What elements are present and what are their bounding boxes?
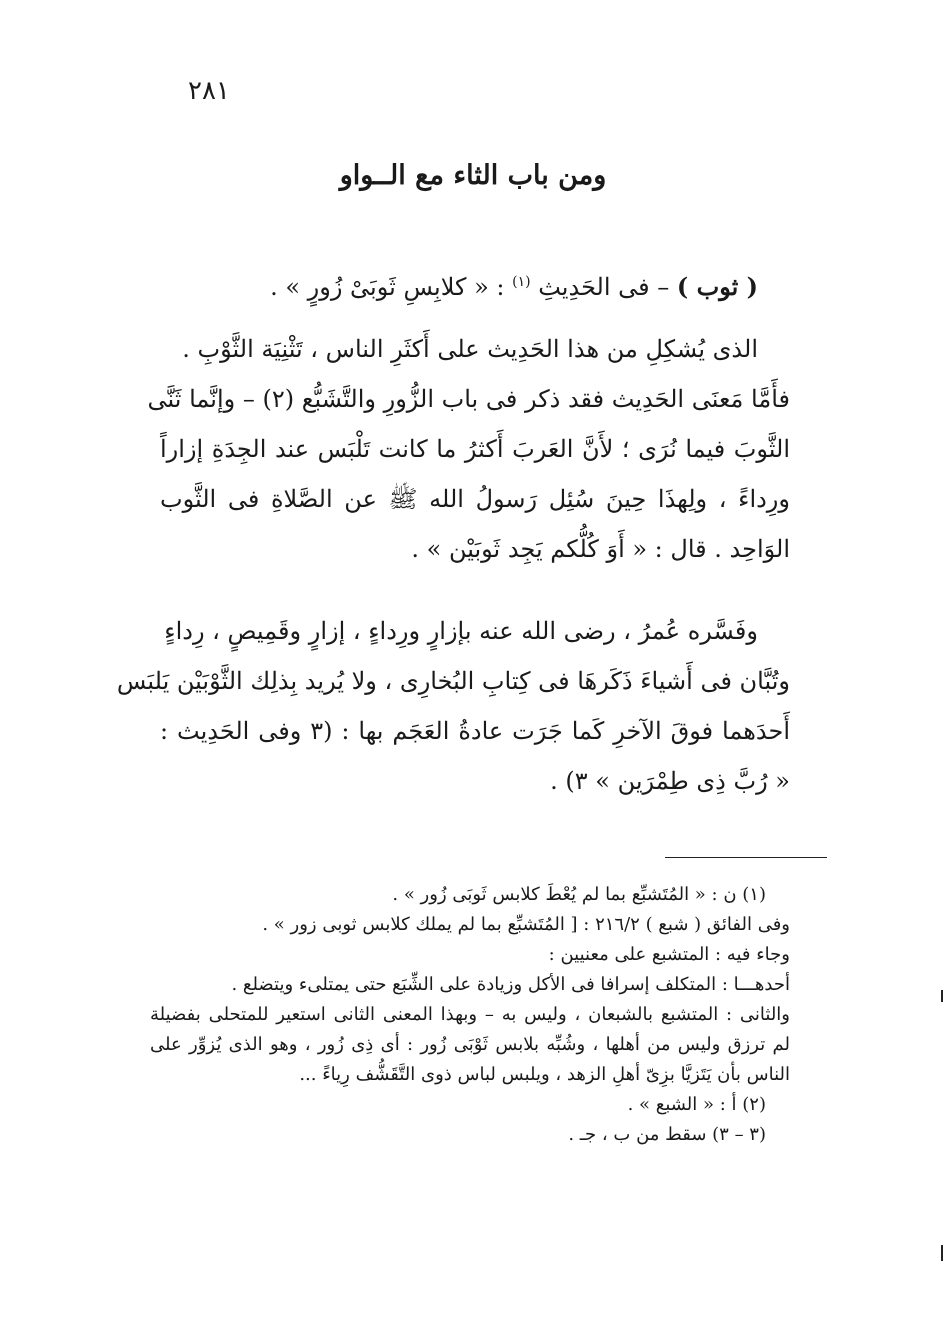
footnote-line: وفى الفائق ( شبع ) ٢١٦/٢ : [ المُتَشبِّع بما لم يملك كلابس ثوبى زور » .	[262, 914, 790, 935]
footnote-line: (٣ – ٣) سقط من ب ، جـ .	[568, 1124, 766, 1145]
entry-first-line	[160, 262, 790, 312]
paragraph-line: « رُبَّ ذِى طِمْرَين » ٣) .	[550, 767, 790, 795]
margin-mark	[941, 1245, 943, 1261]
entry-intro: – فى الحَدِيثِ	[530, 273, 677, 301]
page-number: ٢٨١	[188, 76, 230, 106]
footnotes	[150, 880, 790, 1150]
footnote-line: وجاء فيه : المتشبع على معنيين :	[548, 944, 790, 965]
footnote-line: الناس بأن يَتَزيَّا بزِىّ أهلِ الزهد ، ويلبس لباس ذوى التَّقَشُّف رِياءً ...	[299, 1064, 790, 1085]
footnote-line: أحدهـــا : المتكلف إسرافا فى الأكل وزيادة على الشِّبَع حتى يمتلىء ويتضلع .	[231, 974, 790, 995]
footnote-line: لم ترزق وليس من أهلها ، وشُبِّه بلابس ثَوْبَى زُور : أى ذِى زُور ، وهو الذى يُزوِّر على	[150, 1034, 790, 1055]
entry-quote: : « كلابِسِ ثَوبَىْ زُورٍ » .	[270, 273, 513, 301]
paragraph-2	[116, 606, 790, 806]
footnote-line: (١) ن : « المُتَشبِّع بما لم يُعْطَ كلابس ثَوبَى زُور » .	[392, 884, 766, 905]
footnote-ref-1: (١)	[512, 274, 531, 290]
paragraph-line: الثَّوبَ فيما نُرَى ؛ لأَنَّ العَربَ أَكثرُ ما كانت تَلْبَس عند الجِدَةِ إزاراً	[160, 435, 790, 463]
paragraph-line: فأَمَّا مَعنَى الحَدِيث فقد ذكر فى باب الزُّورِ والتَّشَبُّع (٢) – وإنَّما ثَنَّى	[147, 385, 790, 413]
paragraph-1	[147, 324, 790, 574]
footnote-line: (٢) أ : « الشبع » .	[627, 1094, 766, 1115]
paragraph-line: وتُبَّان فى أَشياءَ ذَكَرهَا فى كِتابِ البُخارِى ، ولا يُريد بِذلِك الثَّوْبَيْن يَلبَس	[116, 667, 790, 695]
paragraph-line: وفَسَّره عُمرُ ، رضى الله عنه بإزارٍ ورِداءٍ ، إزارٍ وقَمِيصٍ ، رِداءٍ	[164, 617, 758, 645]
footnote-line: والثانى : المتشبع بالشبعان ، وليس به – وبهذا المعنى الثانى استعير للمتحلى بفضيلة	[150, 1004, 790, 1025]
margin-mark	[941, 990, 943, 1002]
paragraph-line: أَحدَهما فوقَ الآخرِ كَما جَرَت عادةُ العَجَم بها : (٣ وفى الحَدِيث :	[160, 717, 790, 745]
footnote-separator	[665, 857, 827, 858]
headword: ( ثوب )	[676, 272, 758, 301]
entry-heading-line	[160, 262, 790, 312]
paragraph-line: الذى يُشكِلِ من هذا الحَدِيث على أَكثَرِ الناس ، تَثْنِيَة الثَّوْبِ .	[182, 335, 758, 363]
paragraph-line: ورِداءً ، ولِهذَا حِينَ سُئِل رَسولُ الله ﷺ عن الصَّلاةِ فى الثَّوب	[160, 485, 790, 513]
paragraph-line: الوَاحِد . قال : « أَوَ كُلُّكم يَجِد ثَوبَيْن » .	[411, 535, 790, 563]
chapter-title: ومن باب الثاء مع الــواو	[339, 160, 607, 191]
